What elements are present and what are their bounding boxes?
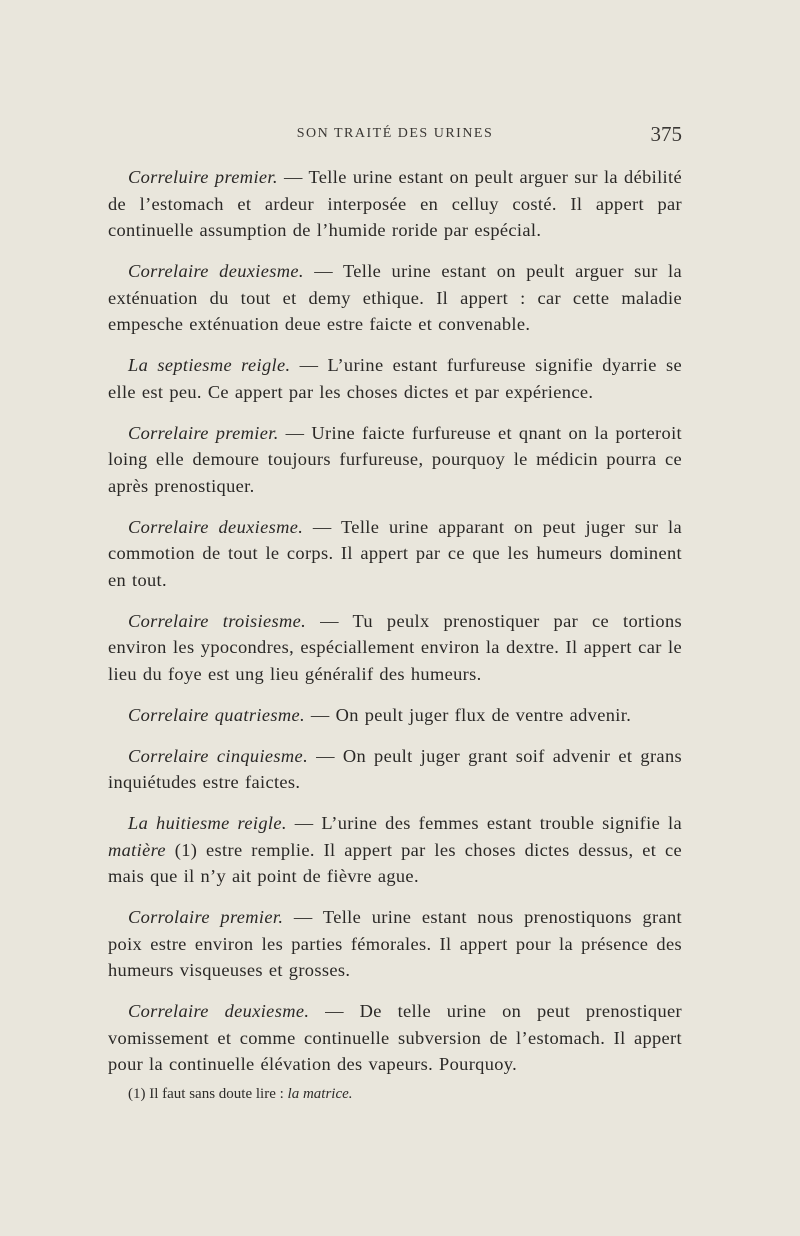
running-title: SON TRAITÉ DES URINES	[296, 126, 494, 141]
footnote-text: (1) Il faut sans doute lire :	[128, 1086, 288, 1102]
paragraph-text: — Telle urine estant on peult arguer sur la débilité de l’estomach et ardeur interposée en celluy costé. Il appert par continuelle assumption de l’humide roride par espécial.	[108, 167, 682, 240]
paragraph-heading: Correlaire deuxiesme.	[128, 261, 304, 281]
paragraph	[108, 998, 682, 1078]
paragraph	[108, 164, 682, 244]
paragraph-text: — Telle urine estant on peult arguer sur la exténuation du tout et demy ethique. Il appert : car cette maladie empesche exténuation deue estre faicte et convenable.	[108, 261, 682, 334]
paragraph-emphasis: matière	[108, 839, 166, 860]
paragraph-heading: Correlaire troisiesme.	[128, 610, 307, 631]
paragraph-heading: Correlaire deuxiesme.	[128, 1001, 310, 1021]
paragraph	[108, 702, 682, 729]
paragraph-text: — On peult juger grant soif advenir et grans inquiétudes estre faictes.	[108, 745, 682, 792]
paragraph-heading: La huitiesme reigle.	[128, 813, 287, 833]
paragraph-text: — Telle urine apparant on peut juger sur la commotion de tout le corps. Il appert par ce que les humeurs dominent en tout.	[108, 516, 682, 590]
paragraph	[108, 514, 682, 594]
paragraph-text: — Telle urine estant nous prenostiquons grant poix estre environ les parties fémorales. Il appert pour la présence des humeurs visqueuses et grosses.	[108, 907, 682, 980]
paragraph-heading: Correlaire deuxiesme.	[128, 516, 304, 537]
paragraph-text: (1) estre remplie. Il appert par les choses dictes dessus, et ce mais que il n’y ait point de fièvre ague.	[108, 839, 682, 886]
paragraph	[108, 743, 682, 796]
footnote-emphasis: la matrice.	[287, 1086, 353, 1102]
paragraph	[108, 904, 682, 984]
paragraph-text: — On peult juger flux de ventre advenir.	[304, 704, 632, 725]
paragraph-text: — L’urine estant furfureuse signifie dyarrie se elle est peu. Ce appert par les choses dictes et par expérience.	[108, 355, 682, 402]
footnote	[108, 1084, 682, 1104]
paragraph	[108, 352, 682, 405]
paragraph-heading: La septiesme reigle.	[128, 355, 291, 375]
paragraph-text: — L’urine des femmes estant trouble signifie la	[286, 813, 682, 833]
paragraph	[108, 608, 682, 688]
paragraph	[108, 420, 682, 500]
paragraph-heading: Correlaire cinquiesme.	[128, 745, 309, 766]
page-header	[108, 122, 682, 148]
paragraph-heading: Correlaire quatriesme.	[128, 704, 305, 725]
paragraph-text: — Tu peulx prenostiquer par ce tortions environ les ypocondres, espéciallement environ la dextre. Il appert car le lieu du foye est ung lieu généralif des humeurs.	[108, 610, 683, 684]
paragraph-heading: Correlaire premier.	[128, 422, 279, 443]
paragraph	[108, 810, 682, 890]
paragraph-text: — Urine faicte furfureuse et qnant on la porteroit loing elle demoure toujours furfureuse, pourquoy le médicin pourra ce après prenostiquer.	[108, 422, 682, 496]
body-text	[108, 164, 682, 1092]
page-number: 375	[650, 122, 682, 146]
paragraph-text: — De telle urine on peut prenostiquer vomissement et comme continuelle subversion de l’estomach. Il appert pour la continuelle élévation des vapeurs. Pourquoy.	[108, 1001, 682, 1074]
paragraph	[108, 258, 682, 338]
paragraph-heading: Corrolaire premier.	[128, 907, 284, 927]
paragraph-heading: Correluire premier.	[128, 167, 278, 187]
